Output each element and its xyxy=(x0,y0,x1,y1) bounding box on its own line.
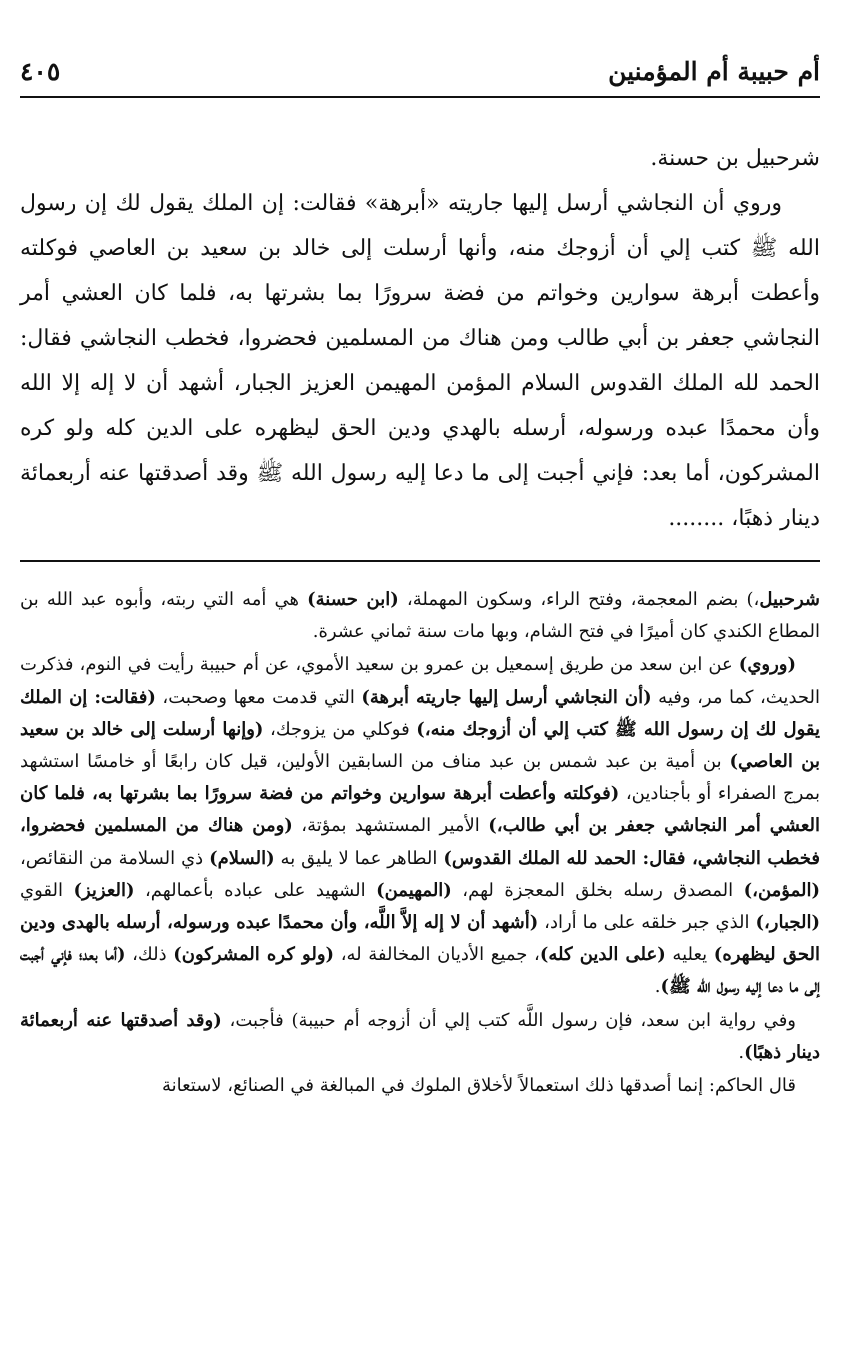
commentary-text: الذي جبر خلقه على ما أراد، xyxy=(538,912,756,934)
quoted-text: (العزيز) xyxy=(73,879,135,901)
quoted-text: (ومن هناك من المسلمين فحضروا، فخطب النجاشي، فقال: الحمد لله الملك القدوس) xyxy=(20,815,820,869)
quoted-text: (وروي) xyxy=(738,654,796,676)
commentary-text: بن أمية بن عبد شمس بن عبد مناف من السابقين الأولين، قيل كان رابعًا أو خامسًا استشهد بمرج الصفراء أو بأجنادين، xyxy=(20,751,821,805)
running-title: أم حبيبة أم المؤمنين xyxy=(608,57,820,86)
quoted-text: (فوكلته وأعطت أبرهة سوارين وخواتم من فضة سرورًا بما بشرتها به، فلما كان العشي أمر النجاشي جعفر بن أبي طالب،) xyxy=(20,783,820,837)
commentary-text: وفي رواية ابن سعد، فإن رسول اللَّه كتب إلي أن أزوجه أم حبيبة) فأجبت، xyxy=(221,1009,796,1031)
main-text xyxy=(20,136,820,541)
commentary-text: الطاهر عما لا يليق به xyxy=(274,847,444,869)
page-number: ٤٠٥ xyxy=(20,57,61,86)
quoted-text: (الجبار،) xyxy=(755,912,820,934)
commentary-text: ذلك، xyxy=(125,944,174,966)
commentary-text: ، جميع الأديان المخالفة له، xyxy=(334,944,540,966)
commentary-text: الشهيد على عباده بأعمالهم، xyxy=(134,879,377,901)
ellipsis-dots: ........ xyxy=(668,506,725,531)
commentary xyxy=(20,584,820,1103)
commentary-text: . xyxy=(738,1041,745,1063)
page-header xyxy=(20,52,820,96)
book-page xyxy=(20,0,820,1368)
quoted-text: (فقالت: إن الملك يقول لك إن رسول الله ﷺ كتب إلي أن أزوجك منه،) xyxy=(20,686,821,740)
quoted-text: (المؤمن،) xyxy=(743,879,821,901)
commentary-text: الأمير المستشهد بمؤتة، xyxy=(292,815,489,837)
main-paragraph-text: وروي أن النجاشي أرسل إليها جاريته «أبرهة» فقالت: إن الملك يقول لك إن رسول الله ﷺ كتب إلي أن أزوجك منه، وأنها أرسلت إلى خالد بن سعيد بن العاصي فوكلته وأعطت أبرهة سوارين وخواتم من فضة سرورًا بما بشرتها به، فلما كان العشي أمر النجاشي جعفر بن أبي طالب ومن هناك من المسلمين فحضروا، فخطب النجاشي فقال: الحمد لله الملك القدوس السلام المؤمن المهيمن العزيز الجبار، أشهد أن لا إله إلا الله وأن محمدًا عبده ورسوله، أرسله بالهدي ودين الحق ليظهره على الدين كله ولو كره المشركون، أما بعد: فإني أجبت إلى ما دعا إليه رسول الله ﷺ وقد أصدقتها عنه أربعمائة دينار ذهبًا، xyxy=(20,191,820,531)
commentary-text: ذي السلامة من النقائص، xyxy=(20,847,210,869)
commentary-paragraph xyxy=(20,649,820,1003)
main-paragraph xyxy=(20,181,820,541)
quoted-text: (المهيمن) xyxy=(376,879,452,901)
quoted-text: شرحبيل xyxy=(759,589,821,610)
commentary-paragraph xyxy=(20,584,820,648)
commentary-text: القوي xyxy=(20,879,74,901)
quoted-text: (ابن حسنة) xyxy=(307,589,399,610)
quoted-text: (وقد أصدقتها عنه أربعمائة دينار ذهبًا) xyxy=(20,1009,820,1063)
quoted-text: (السلام) xyxy=(209,847,275,869)
quoted-text: (أما بعد؛ فإني أجبت إلى ما دعا إليه رسول الله ﷺ) xyxy=(20,944,820,998)
commentary-paragraph xyxy=(20,1070,820,1102)
commentary-text: . xyxy=(654,976,661,998)
commentary-text: يعليه xyxy=(665,944,714,966)
commentary-text: قال الحاكم: إنما أصدقها ذلك استعمالاً لأخلاق الملوك في المبالغة في الصنائع، لاستعانة xyxy=(161,1075,796,1097)
main-paragraph: شرحبيل بن حسنة. xyxy=(650,146,820,171)
quoted-text: (أن النجاشي أرسل إليها جاريته أبرهة) xyxy=(361,686,652,708)
commentary-text: المصدق رسله بخلق المعجزة لهم، xyxy=(451,879,744,901)
commentary-text: فوكلي من يزوجك، xyxy=(263,718,417,740)
quoted-text: (وإنها أرسلت إلى خالد بن سعيد بن العاصي) xyxy=(20,718,820,773)
commentary-text: التي قدمت معها وصحبت، xyxy=(155,686,362,708)
commentary-paragraph xyxy=(20,1005,820,1069)
commentary-text: هي أمه التي ربته، وأبوه عبد الله بن المطاع الكندي كان أميرًا في فتح الشام، وبها مات سنة ثماني عشرة. xyxy=(20,589,820,643)
commentary-text: عن ابن سعد من طريق إسمعيل بن عمرو بن سعيد الأموي، عن أم حبيبة رأيت في النوم، فذكرت الحديث، كما مر، وفيه xyxy=(20,654,820,708)
header-rule xyxy=(20,96,820,98)
quoted-text: (على الدين كله) xyxy=(539,944,666,966)
quoted-text: (ولو كره المشركون) xyxy=(173,944,335,966)
quoted-text: (أشهد أن لا إله إلاَّ اللَّه، وأن محمدًا عبده ورسوله، أرسله بالهدى ودين الحق ليظهره) xyxy=(20,912,820,966)
commentary-text: ،) بضم المعجمة، وفتح الراء، وسكون المهملة، xyxy=(398,589,760,610)
footnote-separator xyxy=(20,560,820,562)
